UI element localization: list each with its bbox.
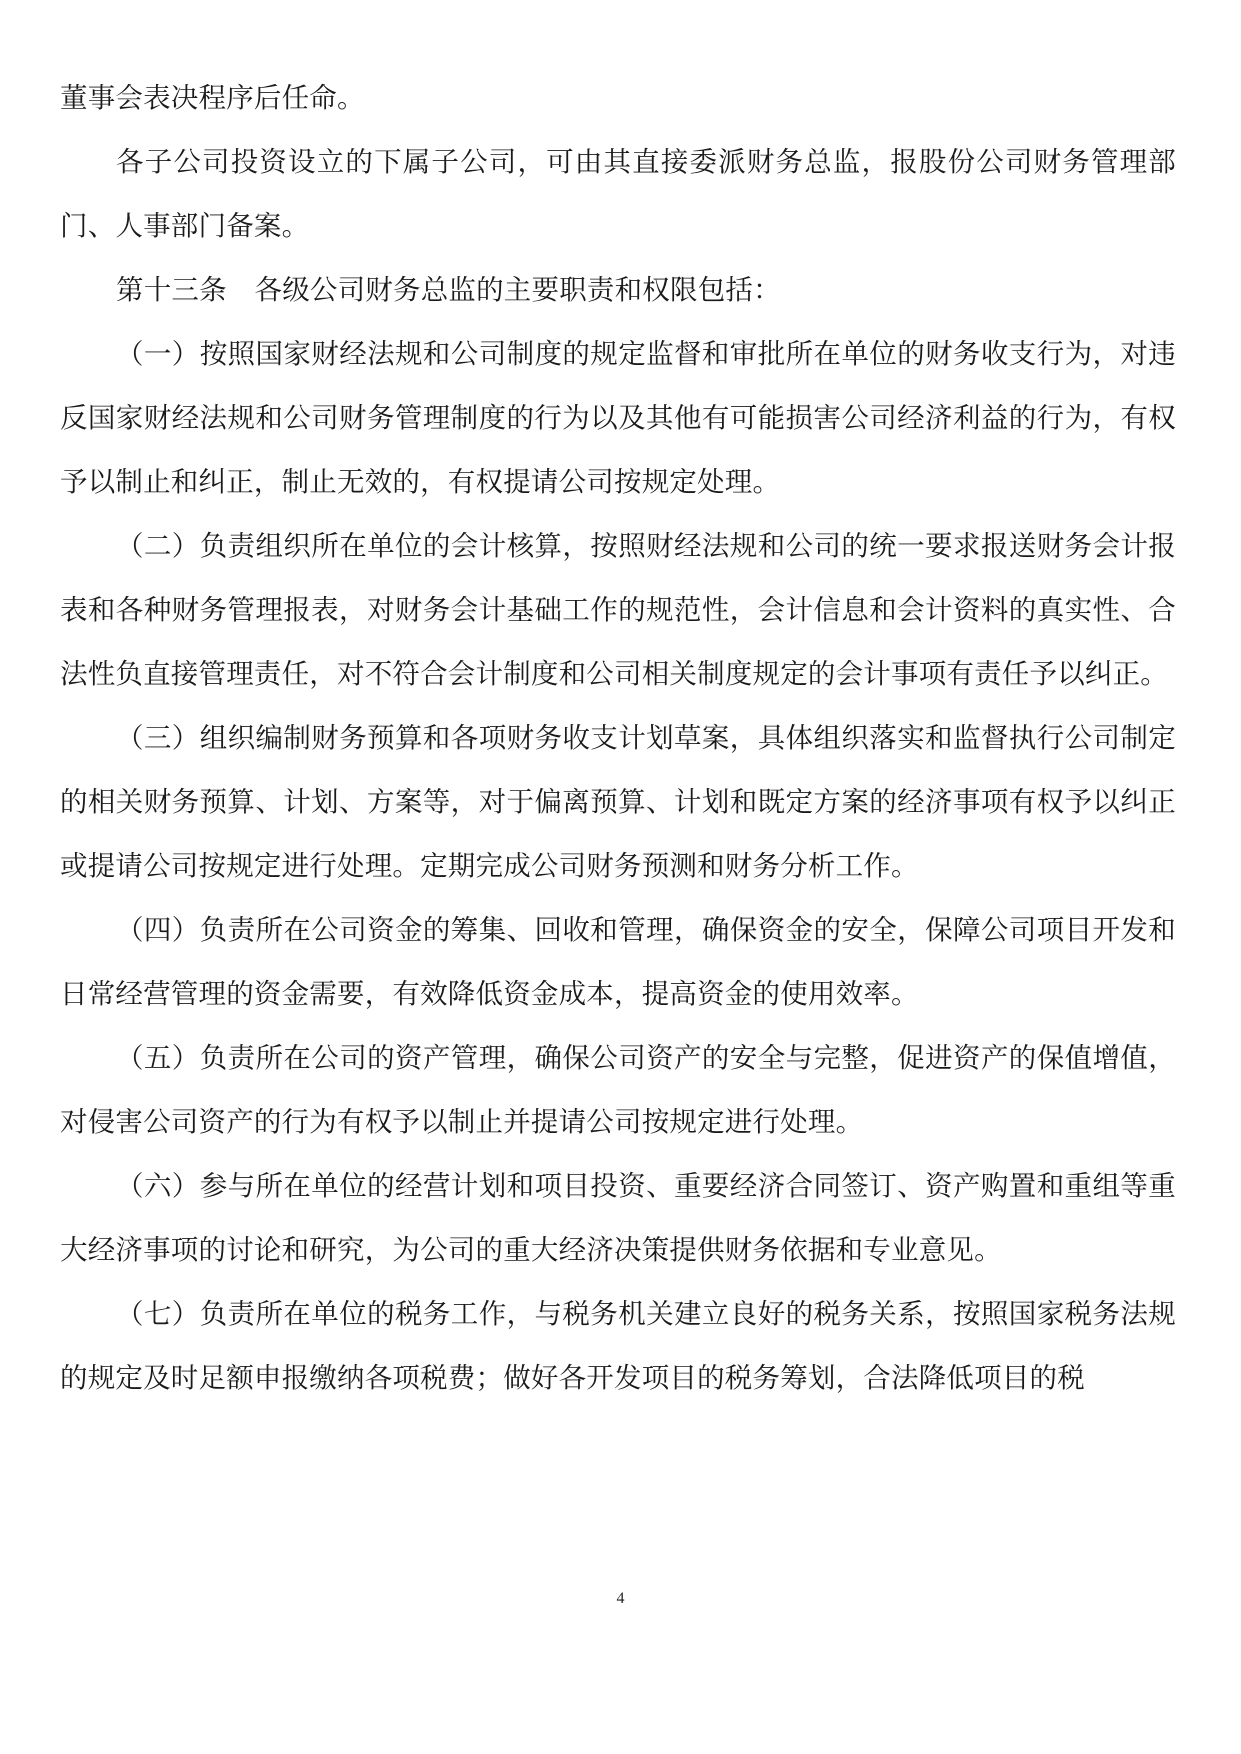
paragraph-continuation: 董事会表决程序后任命。 [60, 82, 365, 114]
article-13-heading: 第十三条 各级公司财务总监的主要职责和权限包括： [116, 274, 781, 306]
paragraph-subsidiary-finance-director: 各子公司投资设立的下属子公司，可由其直接委派财务总监，报股份公司财务管理部门、人事部门备案。 [60, 146, 1176, 242]
duty-item-1: （一）按照国家财经法规和公司制度的规定监督和审批所在单位的财务收支行为，对违反国家财经法规和公司财务管理制度的行为以及其他有可能损害公司经济利益的行为，有权予以制止和纠正，制止无效的，有权提请公司按规定处理。 [60, 338, 1176, 498]
duty-item-4: （四）负责所在公司资金的筹集、回收和管理，确保资金的安全，保障公司项目开发和日常经营管理的资金需要，有效降低资金成本，提高资金的使用效率。 [60, 914, 1176, 1010]
duty-item-3: （三）组织编制财务预算和各项财务收支计划草案，具体组织落实和监督执行公司制定的相关财务预算、计划、方案等，对于偏离预算、计划和既定方案的经济事项有权予以纠正或提请公司按规定进行处理。定期完成公司财务预测和财务分析工作。 [60, 722, 1176, 882]
duty-item-7: （七）负责所在单位的税务工作，与税务机关建立良好的税务关系，按照国家税务法规的规定及时足额申报缴纳各项税费；做好各开发项目的税务筹划，合法降低项目的税 [60, 1298, 1176, 1394]
duty-item-6: （六）参与所在单位的经营计划和项目投资、重要经济合同签订、资产购置和重组等重大经济事项的讨论和研究，为公司的重大经济决策提供财务依据和专业意见。 [60, 1170, 1176, 1266]
document-body [60, 66, 1176, 1410]
duty-item-2: （二）负责组织所在单位的会计核算，按照财经法规和公司的统一要求报送财务会计报表和各种财务管理报表，对财务会计基础工作的规范性，会计信息和会计资料的真实性、合法性负直接管理责任，对不符合会计制度和公司相关制度规定的会计事项有责任予以纠正。 [60, 530, 1176, 690]
duty-item-5: （五）负责所在公司的资产管理，确保公司资产的安全与完整，促进资产的保值增值，对侵害公司资产的行为有权予以制止并提请公司按规定进行处理。 [60, 1042, 1176, 1138]
page-number: 4 [616, 1590, 625, 1607]
